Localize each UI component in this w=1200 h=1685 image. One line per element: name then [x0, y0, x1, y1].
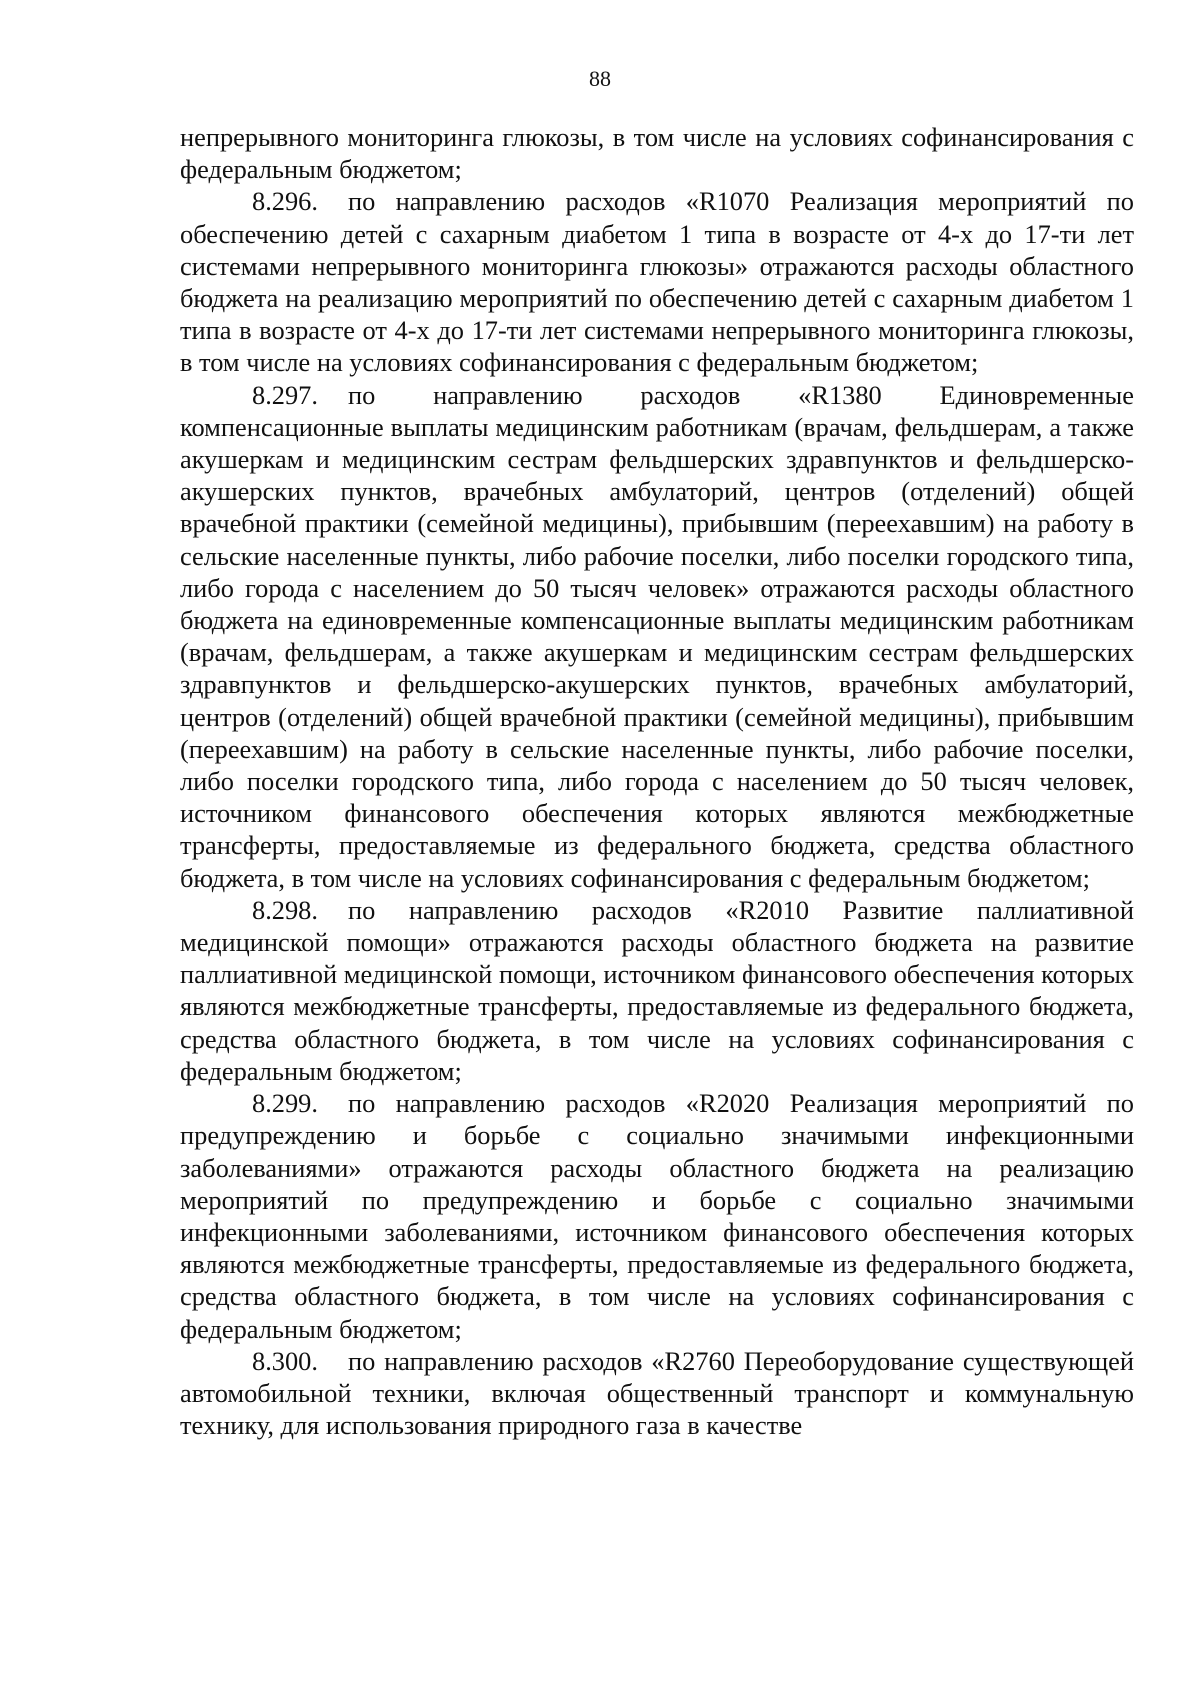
paragraph-8-300 [180, 1345, 1134, 1442]
paragraph-number: 8.300. [252, 1345, 318, 1376]
paragraph-continuation [180, 121, 1134, 185]
paragraph-number: 8.296. [252, 186, 318, 217]
page-number: 88 [589, 66, 611, 91]
paragraph-number: 8.299. [252, 1088, 318, 1119]
paragraph-text: по направлению расходов «R2010 Развитие паллиативной медицинской помощи» отражаются расходы областного бюджета на развитие паллиативной медицинской помощи, источником финансового обеспечения которых являются межбюджетные трансферты, предоставляемые из федерального бюджета, средства областного бюджета, в том числе на условиях софинансирования с федеральным бюджетом; [180, 894, 1134, 1086]
paragraph-number: 8.297. [252, 379, 318, 410]
paragraph-8-297 [180, 379, 1134, 894]
paragraph-text: по направлению расходов «R1380 Единовременные компенсационные выплаты медицинским работникам (врачам, фельдшерам, а также акушеркам и медицинским сестрам фельдшерских здравпунктов и фельдшерско-акушерских пунктов, врачебных амбулаторий, центров (отделений) общей врачебной практики (семейной медицины), прибывшим (переехавшим) на работу в сельские населенные пункты, либо рабочие поселки, либо поселки городского типа, либо города с населением до 50 тысяч человек» отражаются расходы областного бюджета на единовременные компенсационные выплаты медицинским работникам (врачам, фельдшерам, а также акушеркам и медицинским сестрам фельдшерских здравпунктов и фельдшерско-акушерских пунктов, врачебных амбулаторий, центров (отделений) общей врачебной практики (семейной медицины), прибывшим (переехавшим) на работу в сельские населенные пункты, либо рабочие поселки, либо поселки городского типа, либо города с населением до 50 тысяч человек, источником финансового обеспечения которых являются межбюджетные трансферты, предоставляемые из федерального бюджета, средства областного бюджета, в том числе на условиях софинансирования с федеральным бюджетом; [180, 379, 1134, 893]
paragraph-text: непрерывного мониторинга глюкозы, в том числе на условиях софинансирования с федеральным бюджетом; [180, 122, 1134, 185]
paragraph-text: по направлению расходов «R1070 Реализация мероприятий по обеспечению детей с сахарным диабетом 1 типа в возрасте от 4-х до 17-ти лет системами непрерывного мониторинга глюкозы» отражаются расходы областного бюджета на реализацию мероприятий по обеспечению детей с сахарным диабетом 1 типа в возрасте от 4-х до 17-ти лет системами непрерывного мониторинга глюкозы, в том числе на условиях софинансирования с федеральным бюджетом; [180, 186, 1134, 378]
paragraph-number: 8.298. [252, 894, 318, 925]
paragraph-text: по направлению расходов «R2760 Переоборудование существующей автомобильной техники, включая общественный транспорт и коммунальную технику, для использования природного газа в качестве [180, 1345, 1134, 1441]
document-body [180, 121, 1134, 1441]
paragraph-8-298 [180, 894, 1134, 1087]
paragraph-8-296 [180, 185, 1134, 378]
paragraph-8-299 [180, 1087, 1134, 1345]
paragraph-text: по направлению расходов «R2020 Реализация мероприятий по предупреждению и борьбе с социально значимыми инфекционными заболеваниями» отражаются расходы областного бюджета на реализацию мероприятий по предупреждению и борьбе с социально значимыми инфекционными заболеваниями, источником финансового обеспечения которых являются межбюджетные трансферты, предоставляемые из федерального бюджета, средства областного бюджета, в том числе на условиях софинансирования с федеральным бюджетом; [180, 1088, 1134, 1344]
